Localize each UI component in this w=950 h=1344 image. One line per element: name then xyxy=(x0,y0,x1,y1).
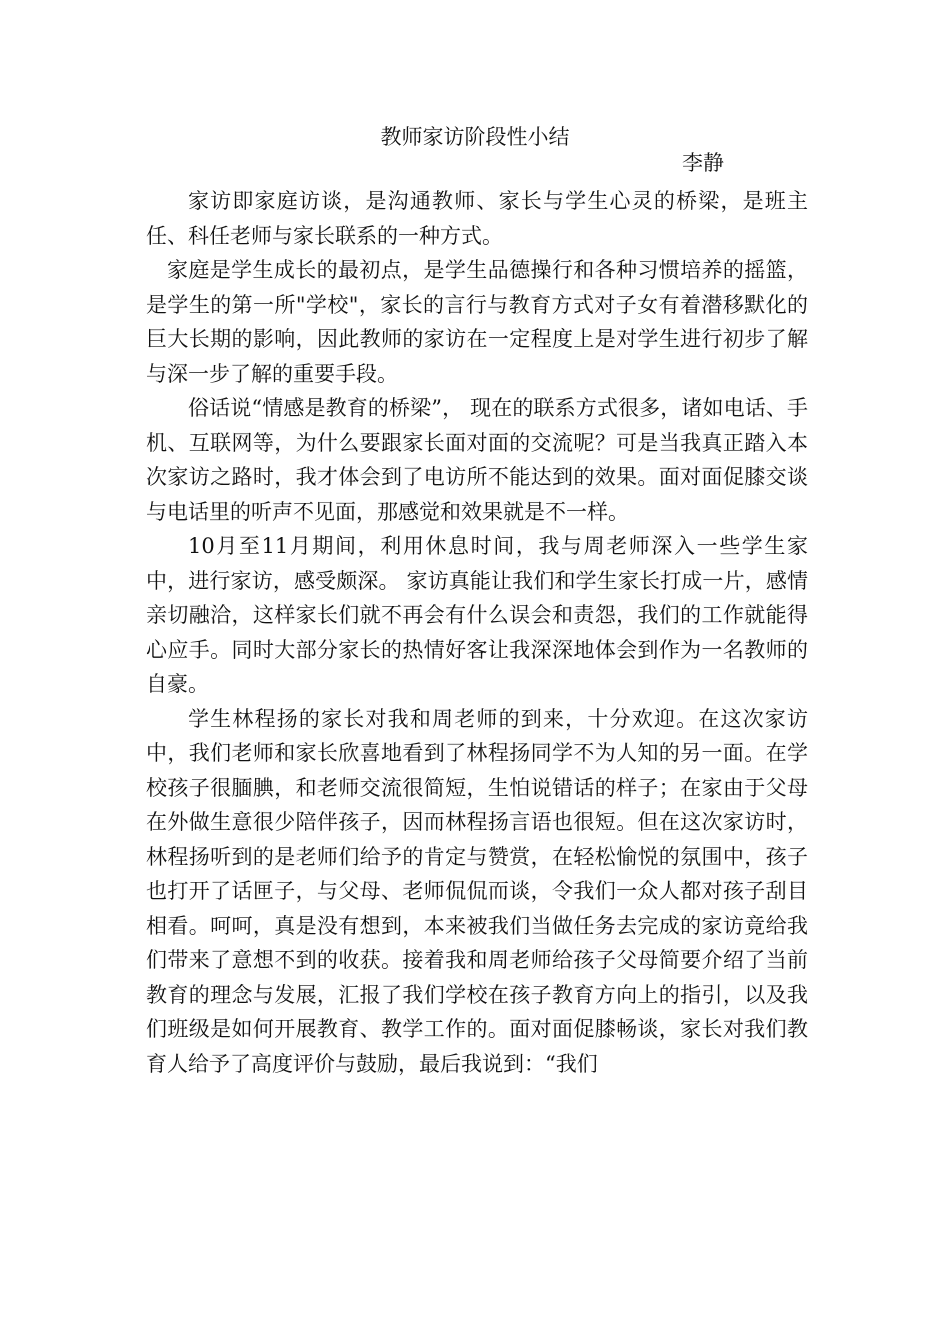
author-name: 李静 xyxy=(682,151,724,175)
paragraph-3: 俗话说“情感是教育的桥梁”， 现在的联系方式很多，诸如电话、手机、互联网等，为什么要跟家长面对面的交流呢？可是当我真正踏入本次家访之路时，我才体会到了电访所不能达到的效果。面对面促膝交谈与电话里的听声不见面，那感觉和效果就是不一样。 xyxy=(146,396,808,524)
paragraph-5: 学生林程扬的家长对我和周老师的到来，十分欢迎。在这次家访中，我们老师和家长欣喜地看到了林程扬同学不为人知的另一面。在学校孩子很腼腆，和老师交流很简短，生怕说错话的样子；在家由于父母在外做生意很少陪伴孩子，因而林程扬言语也很短。但在这次家访时，林程扬听到的是老师们给予的肯定与赞赏，在轻松愉悦的氛围中，孩子也打开了话匣子，与父母、老师侃侃而谈，令我们一众人都对孩子刮目相看。呵呵，真是没有想到，本来被我们当做任务去完成的家访竟给我们带来了意想不到的收获。接着我和周老师给孩子父母简要介绍了当前教育的理念与发展，汇报了我们学校在孩子教育方向上的指引，以及我们班级是如何开展教育、教学工作的。面对面促膝畅谈，家长对我们教育人给予了高度评价与鼓励，最后我说到：“我们 xyxy=(146,706,808,1076)
paragraph-4: 10月至11月期间，利用休息时间，我与周老师深入一些学生家中，进行家访，感受颇深。 家访真能让我们和学生家长打成一片，感情亲切融洽，这样家长们就不再会有什么误会和责怨，我们的工作就能得心应手。同时大部分家长的热情好客让我深深地体会到作为一名教师的自豪。 xyxy=(146,534,808,696)
document-title: 教师家访阶段性小结 xyxy=(380,125,570,149)
document-body xyxy=(146,184,808,1081)
paragraph-2: 家庭是学生成长的最初点，是学生品德操行和各种习惯培养的摇篮，是学生的第一所"学校"，家长的言行与教育方式对子女有着潜移默化的巨大长期的影响，因此教师的家访在一定程度上是对学生进行初步了解与深一步了解的重要手段。 xyxy=(146,258,808,386)
paragraph-1: 家访即家庭访谈，是沟通教师、家长与学生心灵的桥梁，是班主任、科任老师与家长联系的一种方式。 xyxy=(146,189,808,248)
